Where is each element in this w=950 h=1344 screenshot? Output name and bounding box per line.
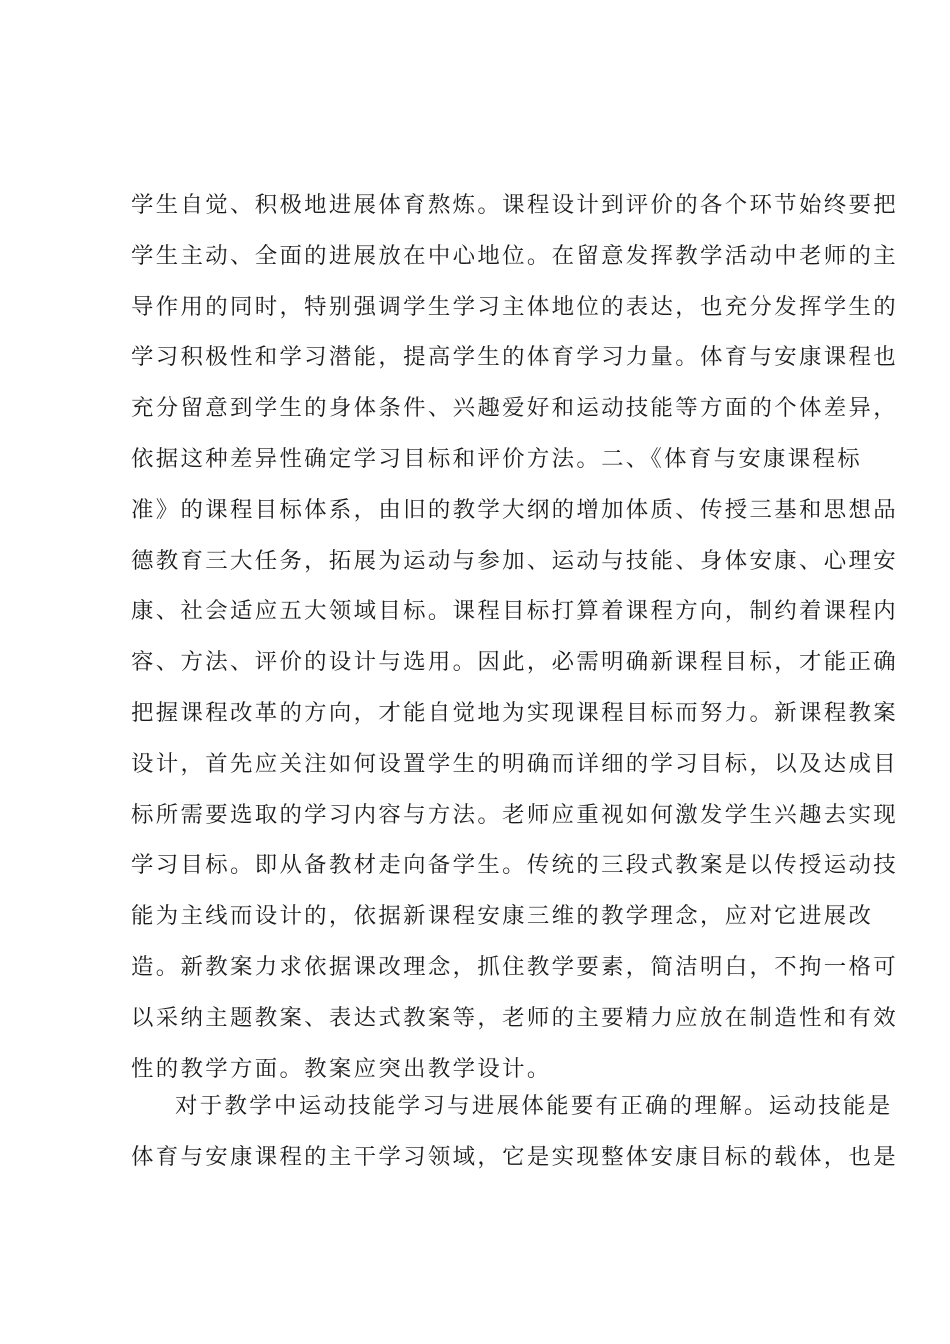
paragraph-1 [131,180,898,1094]
text-line: 学生主动、全面的进展放在中心地位。在留意发挥教学活动中老师的主 [131,242,898,269]
text-line: 体育与安康课程的主干学习领域，它是实现整体安康目标的载体，也是 [131,1143,898,1170]
text-line: 以采纳主题教案、表达式教案等，老师的主要精力应放在制造性和有效 [131,1004,898,1031]
text-line: 能为主线而设计的，依据新课程安康三维的教学理念，应对它进展改 [131,903,874,930]
text-line: 设计，首先应关注如何设置学生的明确而详细的学习目标，以及达成目 [131,750,898,777]
text-line: 德教育三大任务，拓展为运动与参加、运动与技能、身体安康、心理安 [131,547,898,574]
text-line: 学习目标。即从备教材走向备学生。传统的三段式教案是以传授运动技 [131,852,898,879]
paragraph-2 [131,1081,898,1183]
text-line: 学习积极性和学习潜能，提高学生的体育学习力量。体育与安康课程也 [131,344,898,371]
text-line: 标所需要选取的学习内容与方法。老师应重视如何激发学生兴趣去实现 [131,801,898,828]
text-line: 准》的课程目标体系，由旧的教学大纲的增加体质、传授三基和思想品 [131,496,898,523]
text-line: 造。新教案力求依据课改理念，抓住教学要素，简洁明白，不拘一格可 [131,953,898,980]
text-line: 依据这种差异性确定学习目标和评价方法。二、《体育与安康课程标 [131,445,863,472]
text-line: 容、方法、评价的设计与选用。因此，必需明确新课程目标，才能正确 [131,649,898,676]
text-line: 学生自觉、积极地进展体育熬炼。课程设计到评价的各个环节始终要把 [131,192,898,218]
text-line: 把握课程改革的方向，才能自觉地为实现课程目标而努力。新课程教案 [131,699,898,726]
text-line: 性的教学方面。教案应突出教学设计。 [131,1055,552,1082]
text-line: 充分留意到学生的身体条件、兴趣爱好和运动技能等方面的个体差异， [131,395,898,422]
text-line: 对于教学中运动技能学习与进展体能要有正确的理解。运动技能是 [175,1093,893,1119]
text-line: 导作用的同时，特别强调学生学习主体地位的表达，也充分发挥学生的 [131,293,898,320]
text-line: 康、社会适应五大领域目标。课程目标打算着课程方向，制约着课程内 [131,598,898,625]
